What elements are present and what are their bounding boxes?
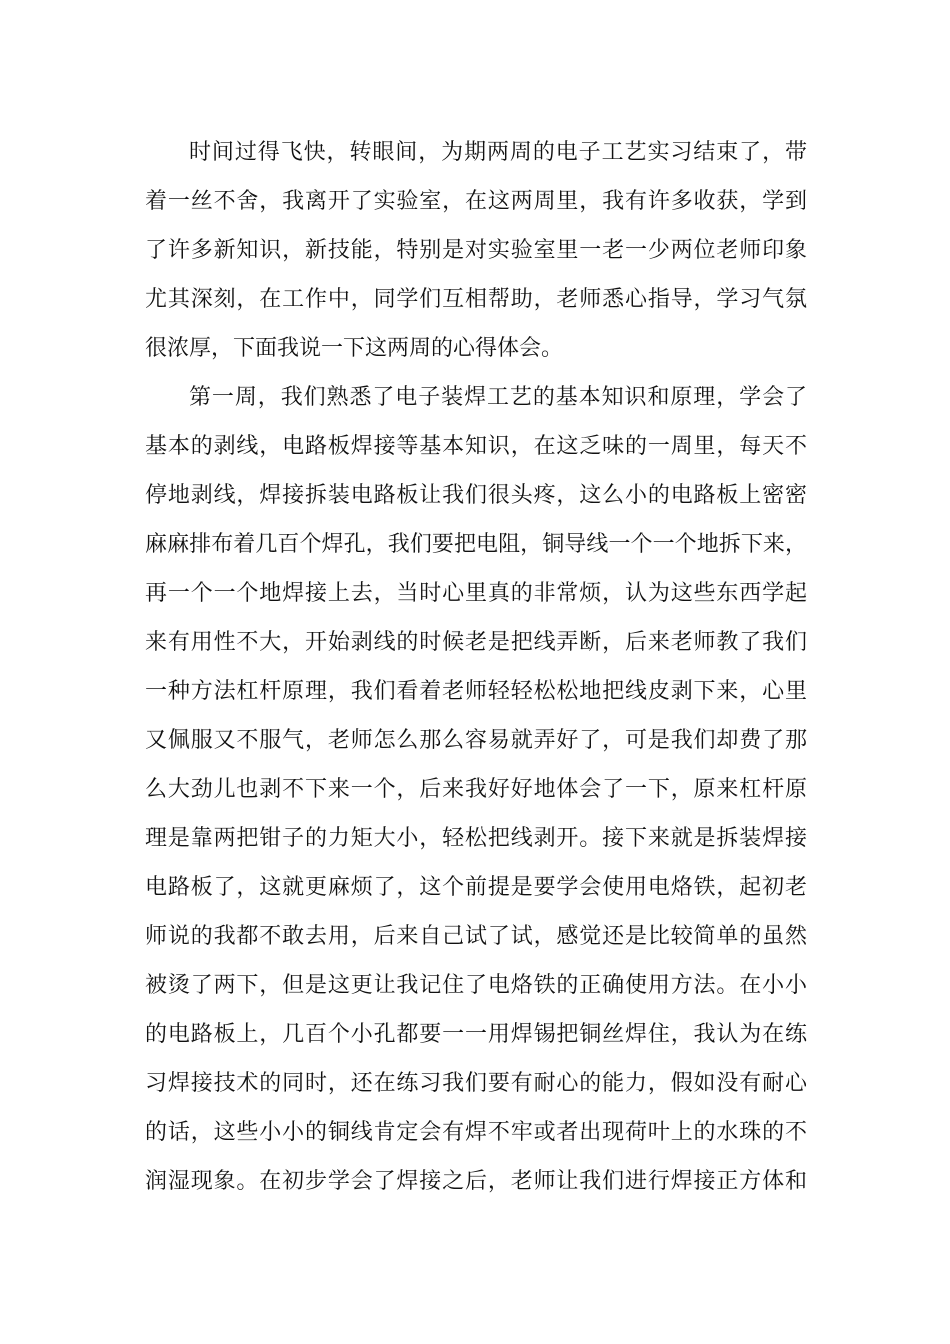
paragraph-line: 一种方法杠杆原理，我们看着老师轻轻松松地把线皮剥下来，心里 [145, 679, 807, 704]
paragraph-line: 第一周，我们熟悉了电子装焊工艺的基本知识和原理，学会了 [189, 385, 807, 410]
paragraph-line: 再一个一个地焊接上去，当时心里真的非常烦，认为这些东西学起 [145, 581, 807, 606]
paragraph-line: 理是靠两把钳子的力矩大小，轻松把线剥开。接下来就是拆装焊接 [145, 826, 807, 851]
paragraph-line: 很浓厚，下面我说一下这两周的心得体会。 [145, 336, 564, 361]
paragraph-line: 尤其深刻，在工作中，同学们互相帮助，老师悉心指导，学习气氛 [145, 287, 807, 312]
paragraph-line: 习焊接技术的同时，还在练习我们要有耐心的能力，假如没有耐心 [145, 1071, 807, 1096]
paragraph-line: 么大劲儿也剥不下来一个，后来我好好地体会了一下，原来杠杆原 [145, 777, 807, 802]
paragraph-line: 被烫了两下，但是这更让我记住了电烙铁的正确使用方法。在小小 [145, 973, 807, 998]
paragraph-line: 师说的我都不敢去用，后来自己试了试，感觉还是比较简单的虽然 [145, 924, 807, 949]
paragraph-line: 着一丝不舍，我离开了实验室，在这两周里，我有许多收获，学到 [145, 189, 807, 214]
paragraph-line: 来有用性不大，开始剥线的时候老是把线弄断，后来老师教了我们 [145, 630, 807, 655]
paragraph-line: 润湿现象。在初步学会了焊接之后，老师让我们进行焊接正方体和 [145, 1169, 807, 1194]
paragraph-1 [145, 128, 807, 373]
paragraph-line: 的电路板上，几百个小孔都要一一用焊锡把铜丝焊住，我认为在练 [145, 1022, 807, 1047]
paragraph-line: 基本的剥线，电路板焊接等基本知识，在这乏味的一周里，每天不 [145, 434, 807, 459]
paragraph-line: 的话，这些小小的铜线肯定会有焊不牢或者出现荷叶上的水珠的不 [145, 1120, 807, 1145]
paragraph-line: 时间过得飞快，转眼间，为期两周的电子工艺实习结束了，带 [189, 140, 807, 165]
paragraph-line: 停地剥线，焊接拆装电路板让我们很头疼，这么小的电路板上密密 [145, 483, 807, 508]
paragraph-line: 又佩服又不服气，老师怎么那么容易就弄好了，可是我们却费了那 [145, 728, 807, 753]
paragraph-2 [145, 373, 807, 1206]
paragraph-line: 麻麻排布着几百个焊孔，我们要把电阻，铜导线一个一个地拆下来， [145, 532, 807, 557]
paragraph-line: 了许多新知识，新技能，特别是对实验室里一老一少两位老师印象 [145, 238, 807, 263]
paragraph-line: 电路板了，这就更麻烦了，这个前提是要学会使用电烙铁，起初老 [145, 875, 807, 900]
